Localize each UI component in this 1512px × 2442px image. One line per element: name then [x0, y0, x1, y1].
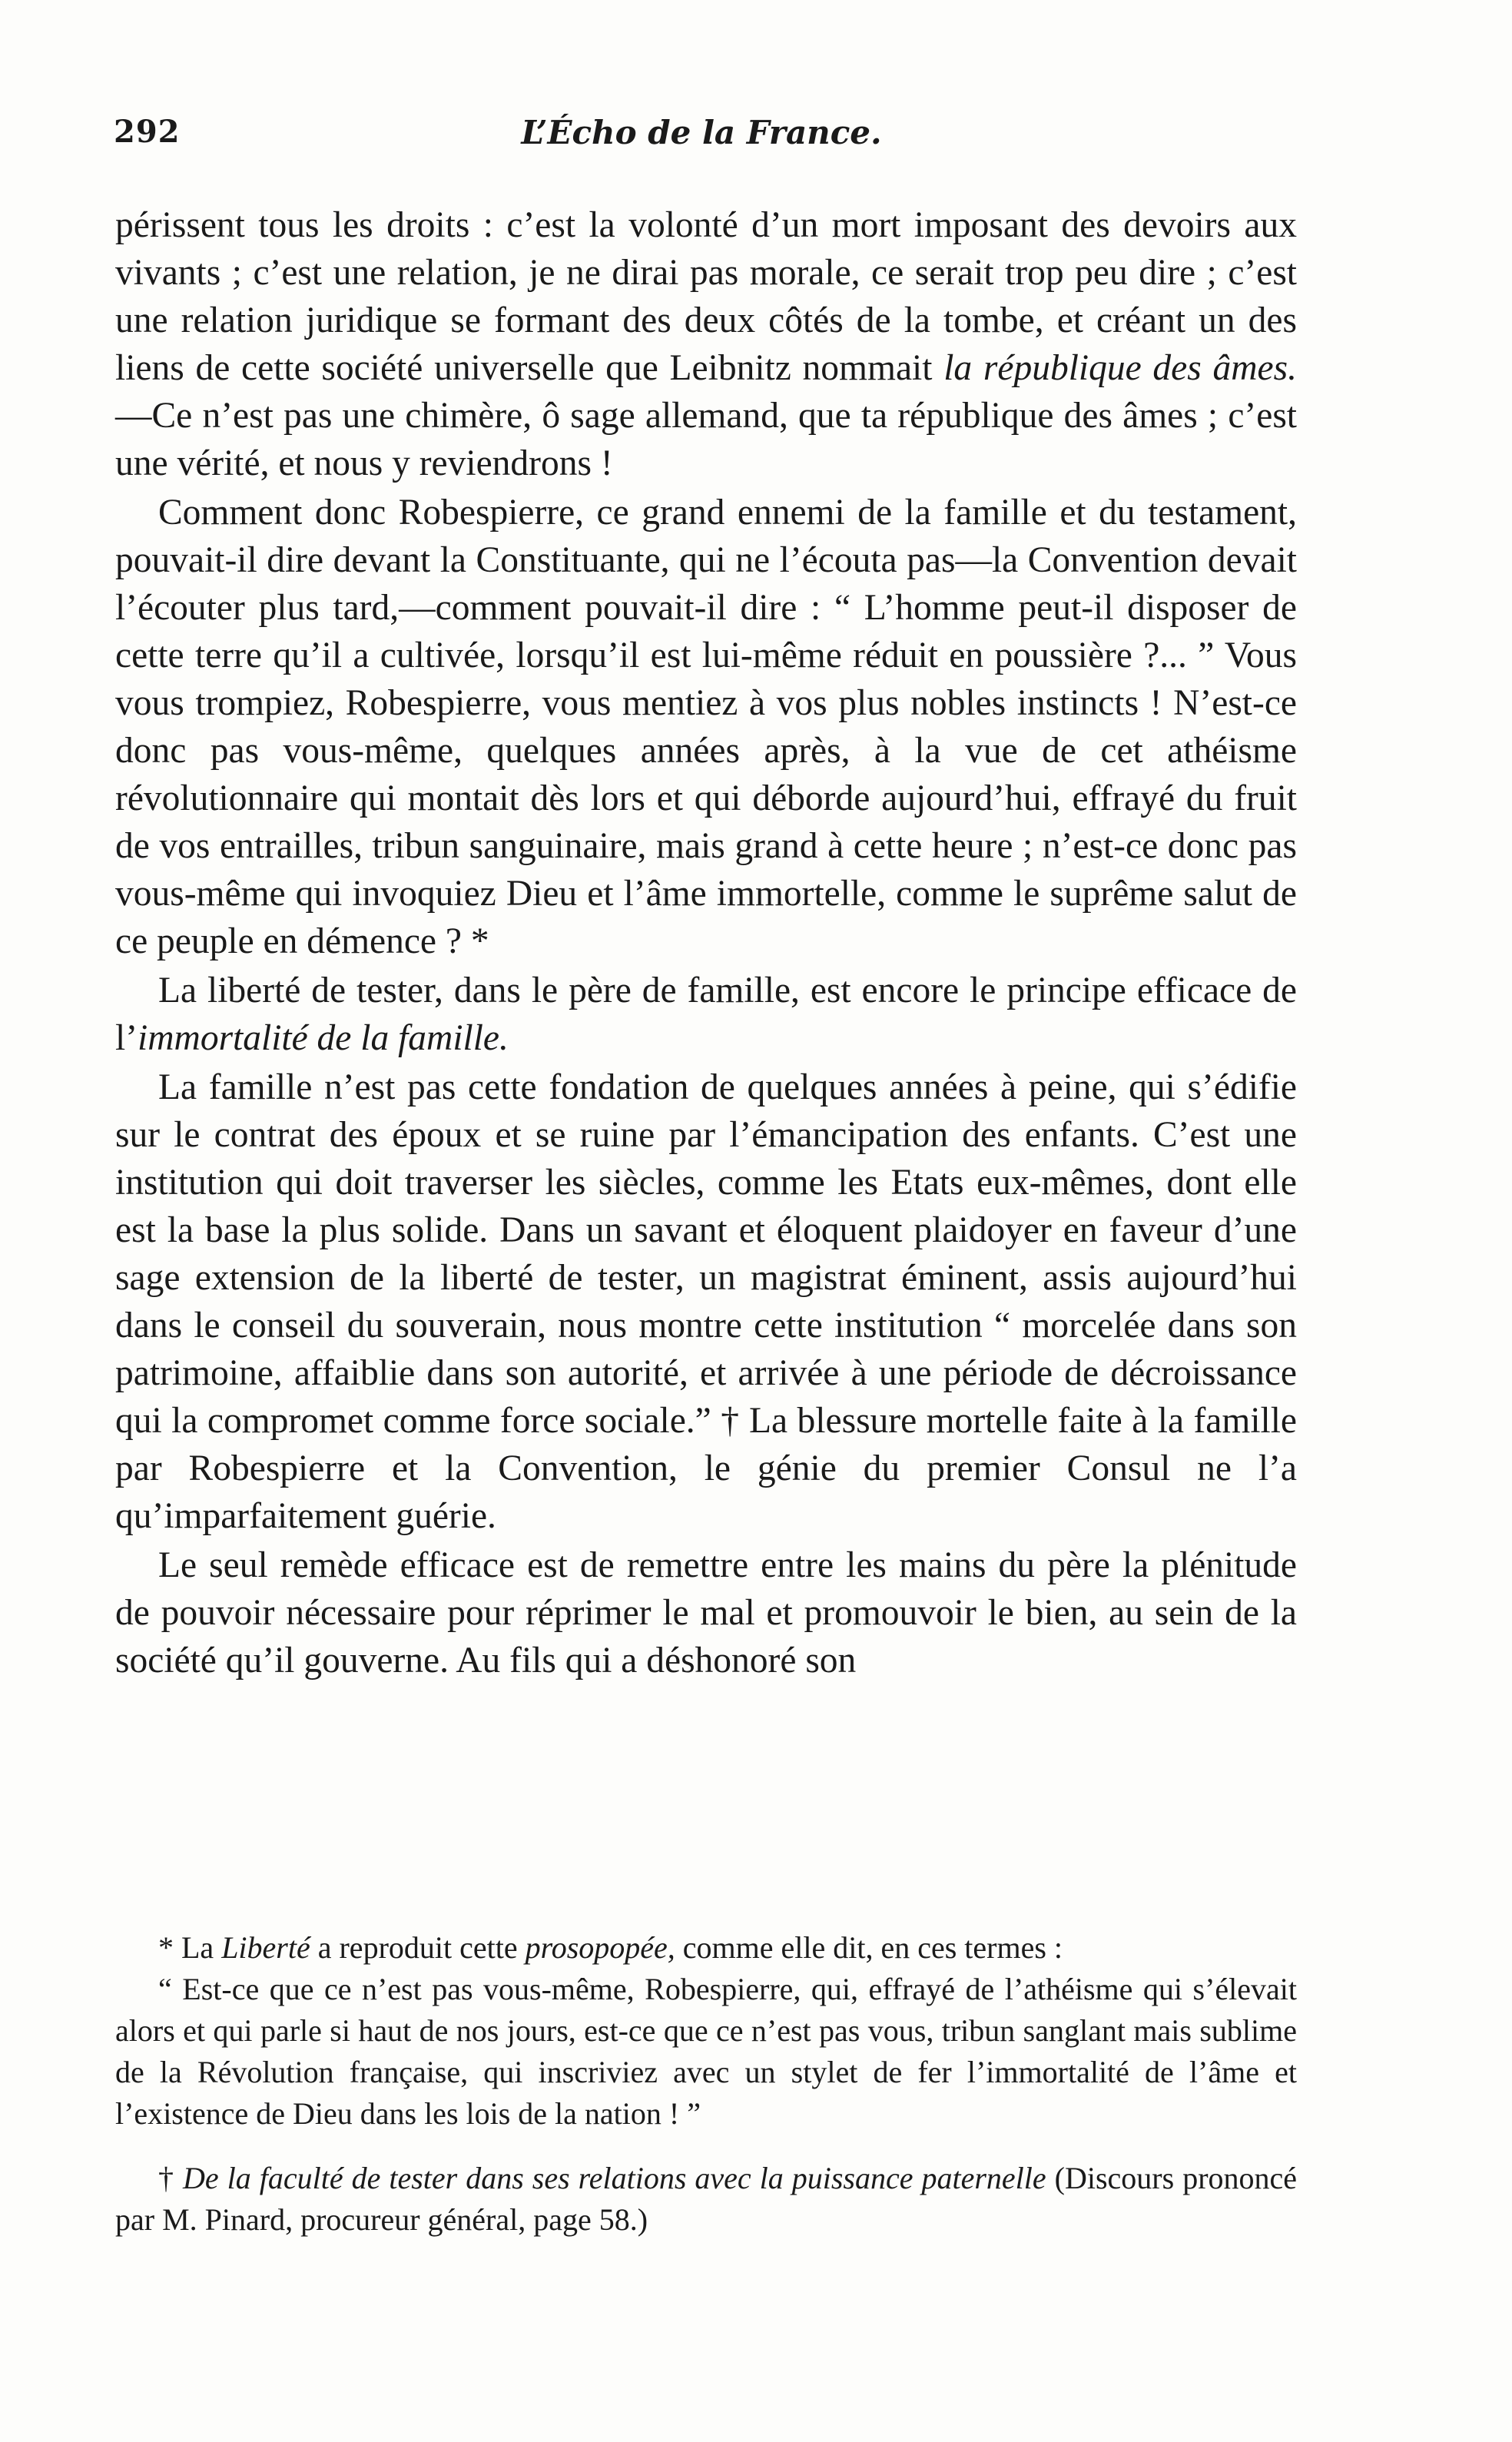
footnote-1-text-a: * La	[158, 1930, 222, 1965]
paragraph-1-text-a: périssent tous les droits : c’est la volonté d’un mort imposant des devoirs aux vivants ; c’est une relation, je ne dirai pas morale, ce serait trop peu dire ; c’est une relation juridique se formant des deux côtés de la tombe, et créant un des liens de cette société universelle que Leibnitz nommait	[115, 205, 1297, 388]
footnote-1-italic-b: Liberté	[221, 1930, 310, 1965]
paragraph-1-italic: la république des âmes.	[943, 348, 1297, 388]
paragraph-5: Le seul remède efficace est de remettre entre les mains du père la plénitude de pouvoir nécessaire pour réprimer le mal et promouvoir le bien, au sein de la société qu’il gouverne. Au fils qui a déshonoré son	[115, 1545, 1297, 1681]
footnotes	[115, 1927, 1297, 2241]
paragraph-4: La famille n’est pas cette fondation de quelques années à peine, qui s’édifie sur le contrat des époux et se ruine par l’émancipation des enfants. C’est une institution qui doit traverser les siècles, comme les Etats eux-mêmes, dont elle est la base la plus solide. Dans un savant et éloquent plaidoyer en faveur d’une sage extension de la liberté de tester, un magistrat éminent, assis aujourd’hui dans le conseil du souverain, nous montre cette institution “ morcelée dans son patrimoine, affaiblie dans son autorité, et arrivée à une période de décroissance qui la compromet comme force sociale.” † La blessure mortelle faite à la famille par Robespierre et la Convention, le génie du premier Consul ne l’a qu’imparfaitement guérie.	[115, 1067, 1297, 1536]
footnote-1-text-e: comme elle dit, en ces termes :	[675, 1930, 1063, 1965]
footnote-1-text-c: a reproduit cette	[310, 1930, 526, 1965]
footnote-1-italic-d: prosopopée,	[525, 1930, 675, 1965]
footnote-2	[115, 2158, 1297, 2241]
paragraph-3-text-a: La liberté de tester, dans le père de famille, est encore le principe efficace de l’	[115, 970, 1297, 1058]
paragraph-3-italic: immortalité de la famille.	[138, 1018, 509, 1058]
paragraph-1-text-c: —Ce n’est pas une chimère, ô sage allemand, que ta république des âmes ; c’est une vérité, et nous y reviendrons !	[115, 396, 1297, 483]
page-number: 292	[114, 114, 181, 150]
footnote-2-text: (Discours prononcé par M. Pinard, procureur général, page 58.)	[115, 2161, 1298, 2237]
footnote-1-quote: “ Est-ce que ce n’est pas vous-même, Robespierre, qui, effrayé de l’athéisme qui s’élevait alors et qui parle si haut de nos jours, est-ce que ce n’est pas vous, tribun sanglant mais sublime de la Révolution française, qui inscriviez avec un stylet de fer l’immortalité de l’âme et l’existence de Dieu dans les lois de la nation ! ”	[115, 1972, 1297, 2131]
footnote-gap	[115, 2135, 1297, 2158]
footnote-2-mark: †	[158, 2161, 183, 2195]
running-title: L’Écho de la France.	[521, 114, 882, 151]
paragraph-1	[115, 201, 1297, 487]
page-header	[114, 114, 1289, 168]
paragraph-2: Comment donc Robespierre, ce grand ennemi de la famille et du testament, pouvait-il dire devant la Constituante, qui ne l’écouta pas—la Convention devait l’écouter plus tard,—comment pouvait-il dire : “ L’homme peut-il disposer de cette terre qu’il a cultivée, lorsqu’il est lui-même réduit en poussière ?... ” Vous vous trompiez, Robespierre, vous mentiez à vos plus nobles instincts ! N’est-ce donc pas vous-même, quelques années après, à la vue de cet athéisme révolutionnaire qui montait dès lors et qui déborde aujourd’hui, effrayé du fruit de vos entrailles, tribun sanguinaire, mais grand à cette heure ; n’est-ce donc pas vous-même qui invoquiez Dieu et l’âme immortelle, comme le suprême salut de ce peuple en démence ? *	[115, 493, 1297, 961]
footnote-2-italic: De la faculté de tester dans ses relations avec la puissance paternelle	[183, 2161, 1046, 2195]
main-text	[115, 201, 1297, 1686]
footnote-1-intro	[115, 1927, 1297, 1969]
paragraph-3	[115, 967, 1297, 1062]
